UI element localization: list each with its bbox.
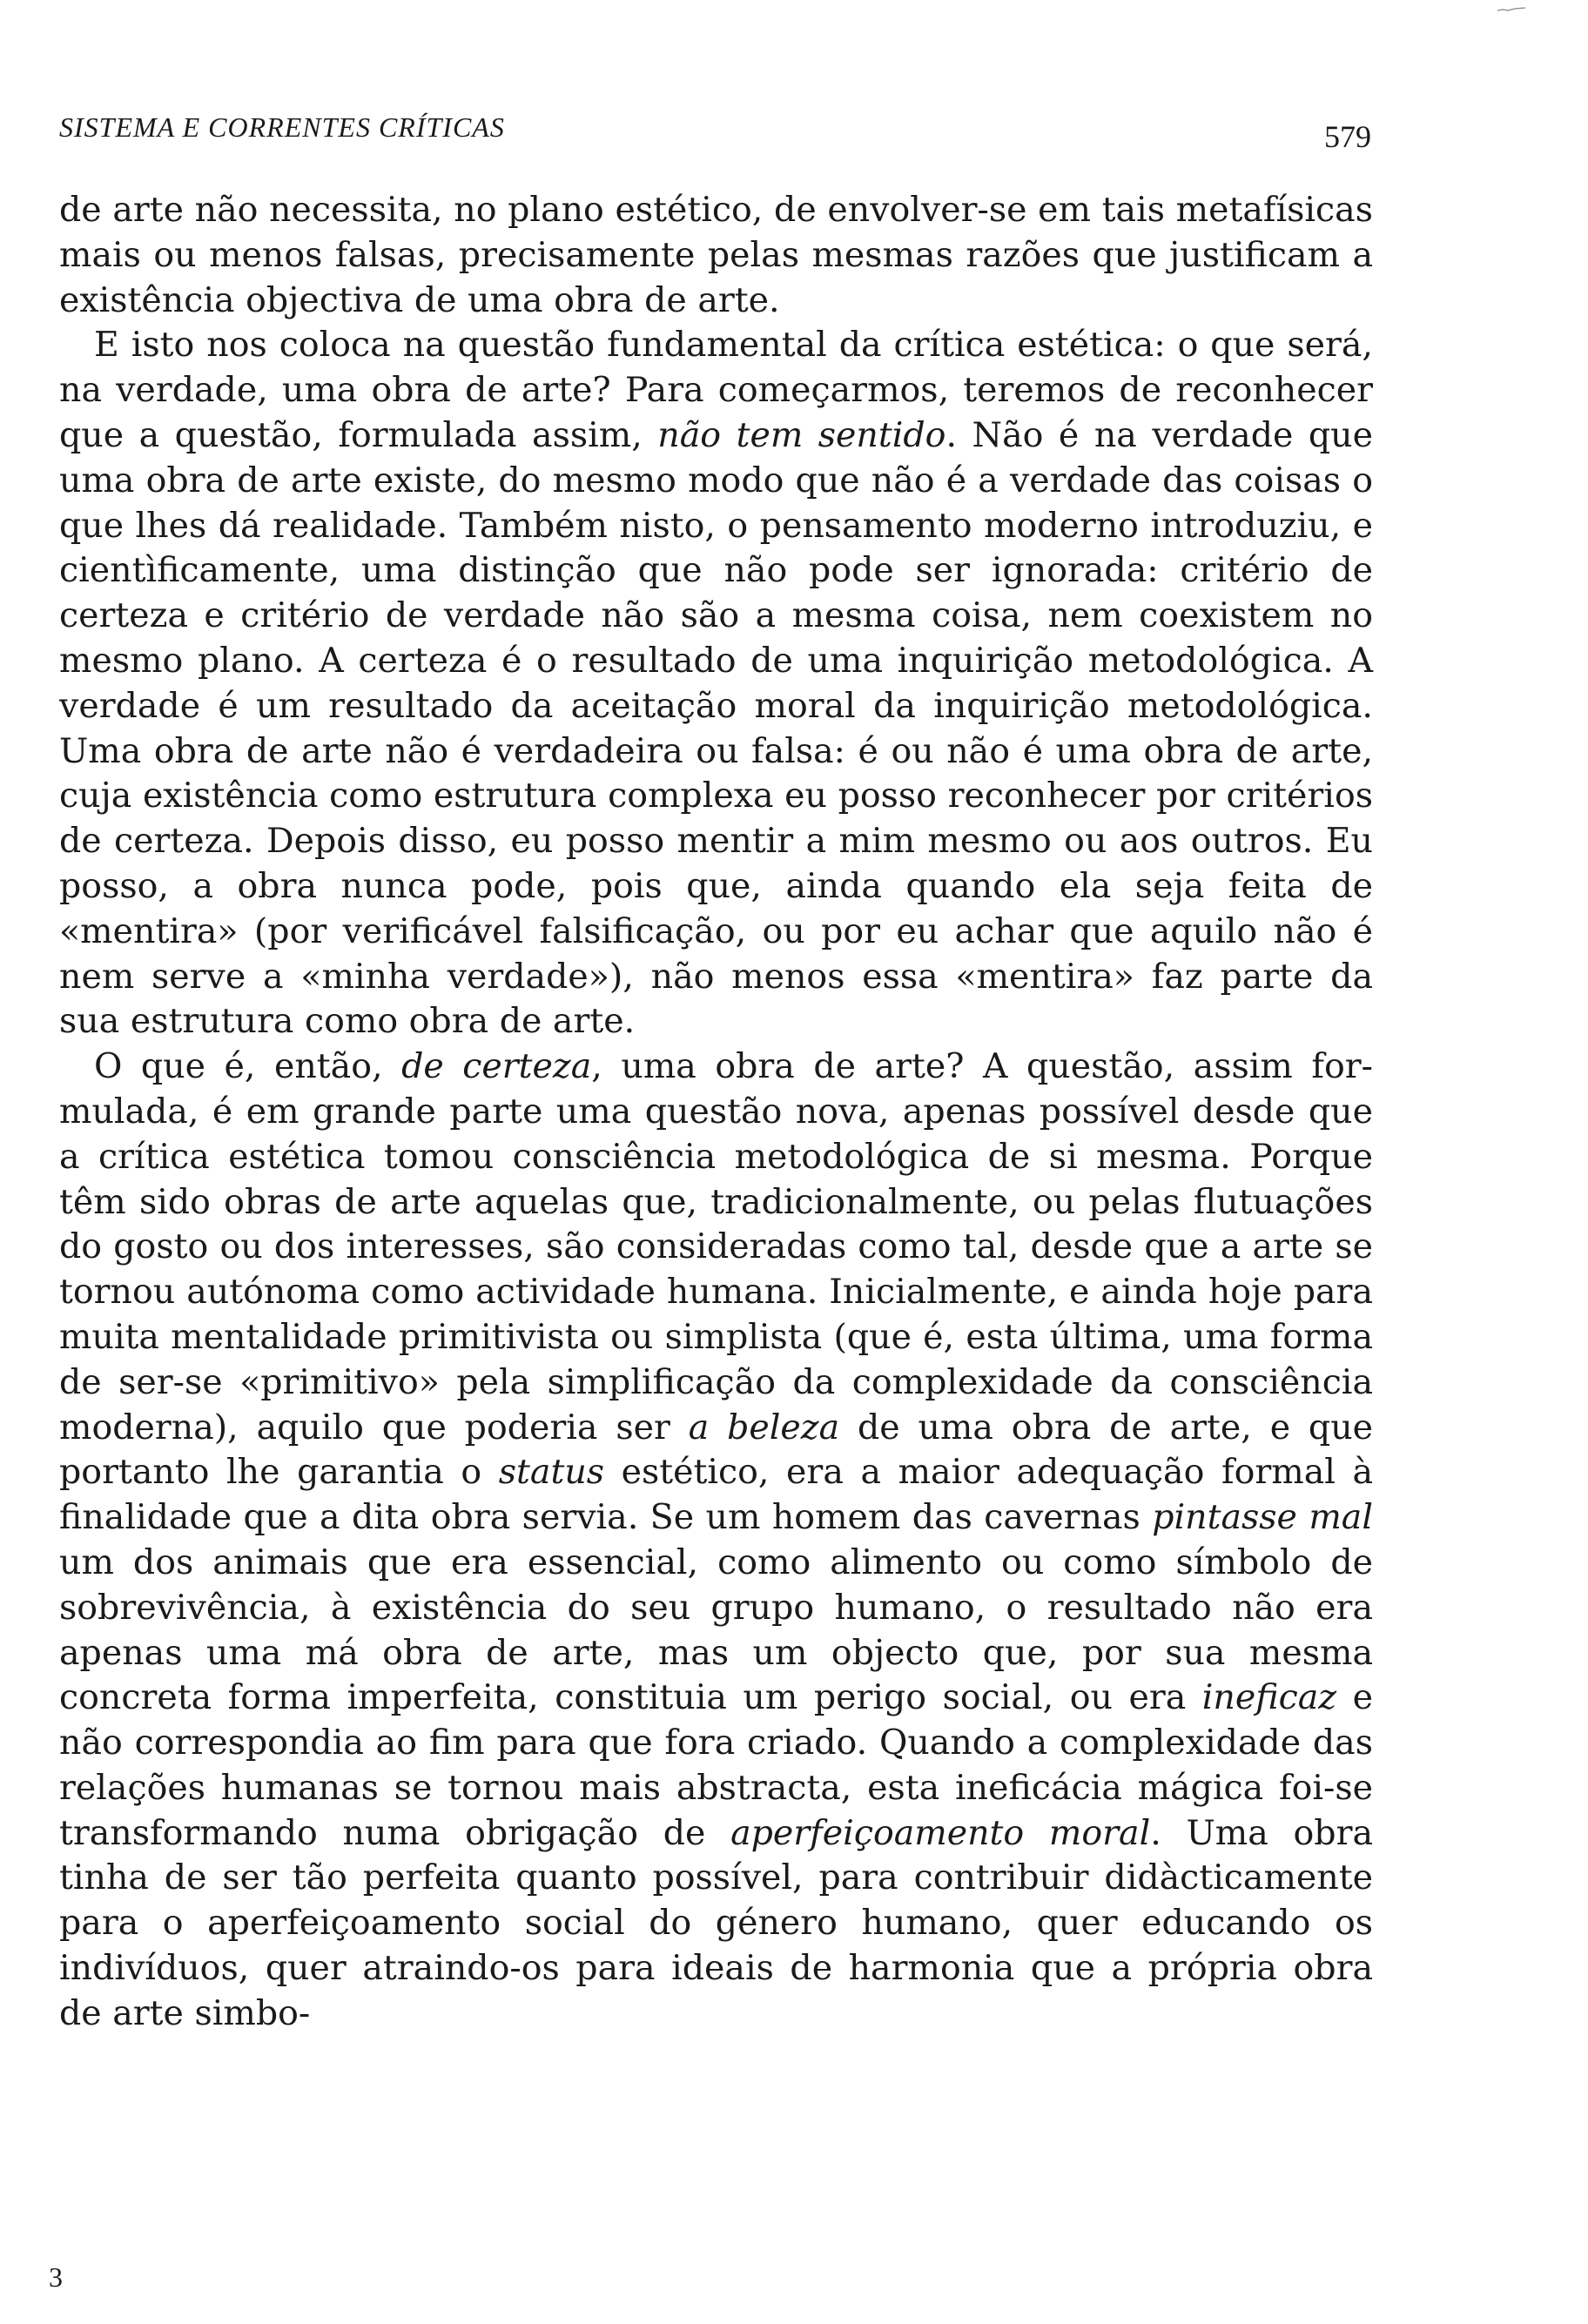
signature-mark: 3 bbox=[49, 2261, 63, 2293]
italic-phrase: não tem sentido bbox=[657, 414, 946, 455]
text-run: estético, era a maior adequação formal à finalidade que a dita obra servia. Se um homem das cavernas bbox=[59, 1452, 1373, 1538]
text-run: O que é, então, bbox=[94, 1046, 402, 1087]
paragraph bbox=[59, 323, 1373, 1044]
italic-phrase: a beleza bbox=[688, 1407, 840, 1447]
text-run: de uma obra de arte, e que portanto lhe garantia o bbox=[59, 1407, 1374, 1493]
running-head: SISTEMA E CORRENTES CRÍTICAS bbox=[59, 111, 505, 143]
italic-phrase: ineficaz bbox=[1201, 1677, 1337, 1718]
text-run: . Não é na verdade que uma obra de arte existe, do mesmo modo que não é a verdade das coisas o que lhes dá realidade. Também nisto, o pensamento moderno introduziu, e cientìficamente, uma distinção que não pode ser ignorada: critério de certeza e critério de verdade não são a mesma coisa, nem coexistem no mesmo plano. A certeza é o resultado de uma inquirição metodológica. A verdade é um resultado da aceitação moral da inquirição metodológica. Uma obra de arte não é verdadeira ou falsa: é ou não é uma obra de arte, cuja existência como estrutura complexa eu posso reconhecer por critérios de certeza. Depois disso, eu posso mentir a mim mesmo ou aos outros. Eu posso, a obra nunca pode, pois que, ainda quando ela seja feita de «mentira» (por verificável falsificação, ou por eu achar que aquilo não é nem serve a «minha verdade»), não menos essa «mentira» faz parte da sua estrutura como obra de arte. bbox=[59, 414, 1374, 1042]
text-run: um dos animais que era essencial, como alimento ou como símbolo de sobrevivência, à existência do seu grupo humano, o resultado não era apenas uma má obra de arte, mas um objecto que, por sua mesma concreta forma imperfeita, constituia um perigo social, ou era bbox=[59, 1541, 1373, 1718]
text-run: , uma obra de arte? A questão, assim formulada, é em grande parte uma questão nova, apenas possível desde que a crítica estética tomou consciência metodológica de si mesma. Porque têm sido obras de arte aquelas que, tradicionalmente, ou pelas flutuações do gosto ou dos interesses, são consideradas como tal, desde que a arte se tornou autónoma como actividade humana. Inicialmente, e ainda hoje para muita mentalidade primitivista ou simplista (que é, esta última, uma forma de ser-se «primitivo» pela simplificação da complexidade da consciência moderna), aquilo que poderia ser bbox=[59, 1046, 1374, 1447]
paragraph bbox=[59, 1044, 1373, 2037]
text-run: . Uma obra tinha de ser tão perfeita quanto possível, para contribuir didàcticamente para o aperfeiçoamento social do género humano, quer educando os indivíduos, quer atraindo-os para ideais de harmonia que a própria obra de arte simbo- bbox=[59, 1812, 1373, 2033]
page-number: 579 bbox=[1324, 119, 1371, 154]
scan-speck-mark bbox=[1496, 7, 1527, 12]
text-run: e não correspondia ao fim para que fora criado. Quando a complexidade das relações humanas se tornou mais abstracta, esta ineficácia mágica foi-se transformando numa obrigação de bbox=[59, 1677, 1373, 1853]
italic-phrase: aperfeiçoamento moral bbox=[730, 1812, 1151, 1853]
body-text bbox=[59, 188, 1373, 2037]
italic-phrase: status bbox=[498, 1452, 605, 1493]
text-run: de arte não necessita, no plano estético, de envolver-se em tais metafísicas mais ou menos falsas, precisamente pelas mesmas razões que justificam a existência objectiva de uma obra de arte. bbox=[59, 190, 1373, 320]
text-run: E isto nos coloca na questão fundamental da crítica estética: o que será, na verdade, uma obra de arte? Para começarmos, teremos de reconhecer que a questão, formulada assim, bbox=[59, 325, 1373, 455]
italic-phrase: de certeza bbox=[401, 1046, 592, 1087]
italic-phrase: pintasse mal bbox=[1152, 1497, 1373, 1538]
paragraph bbox=[59, 188, 1373, 323]
